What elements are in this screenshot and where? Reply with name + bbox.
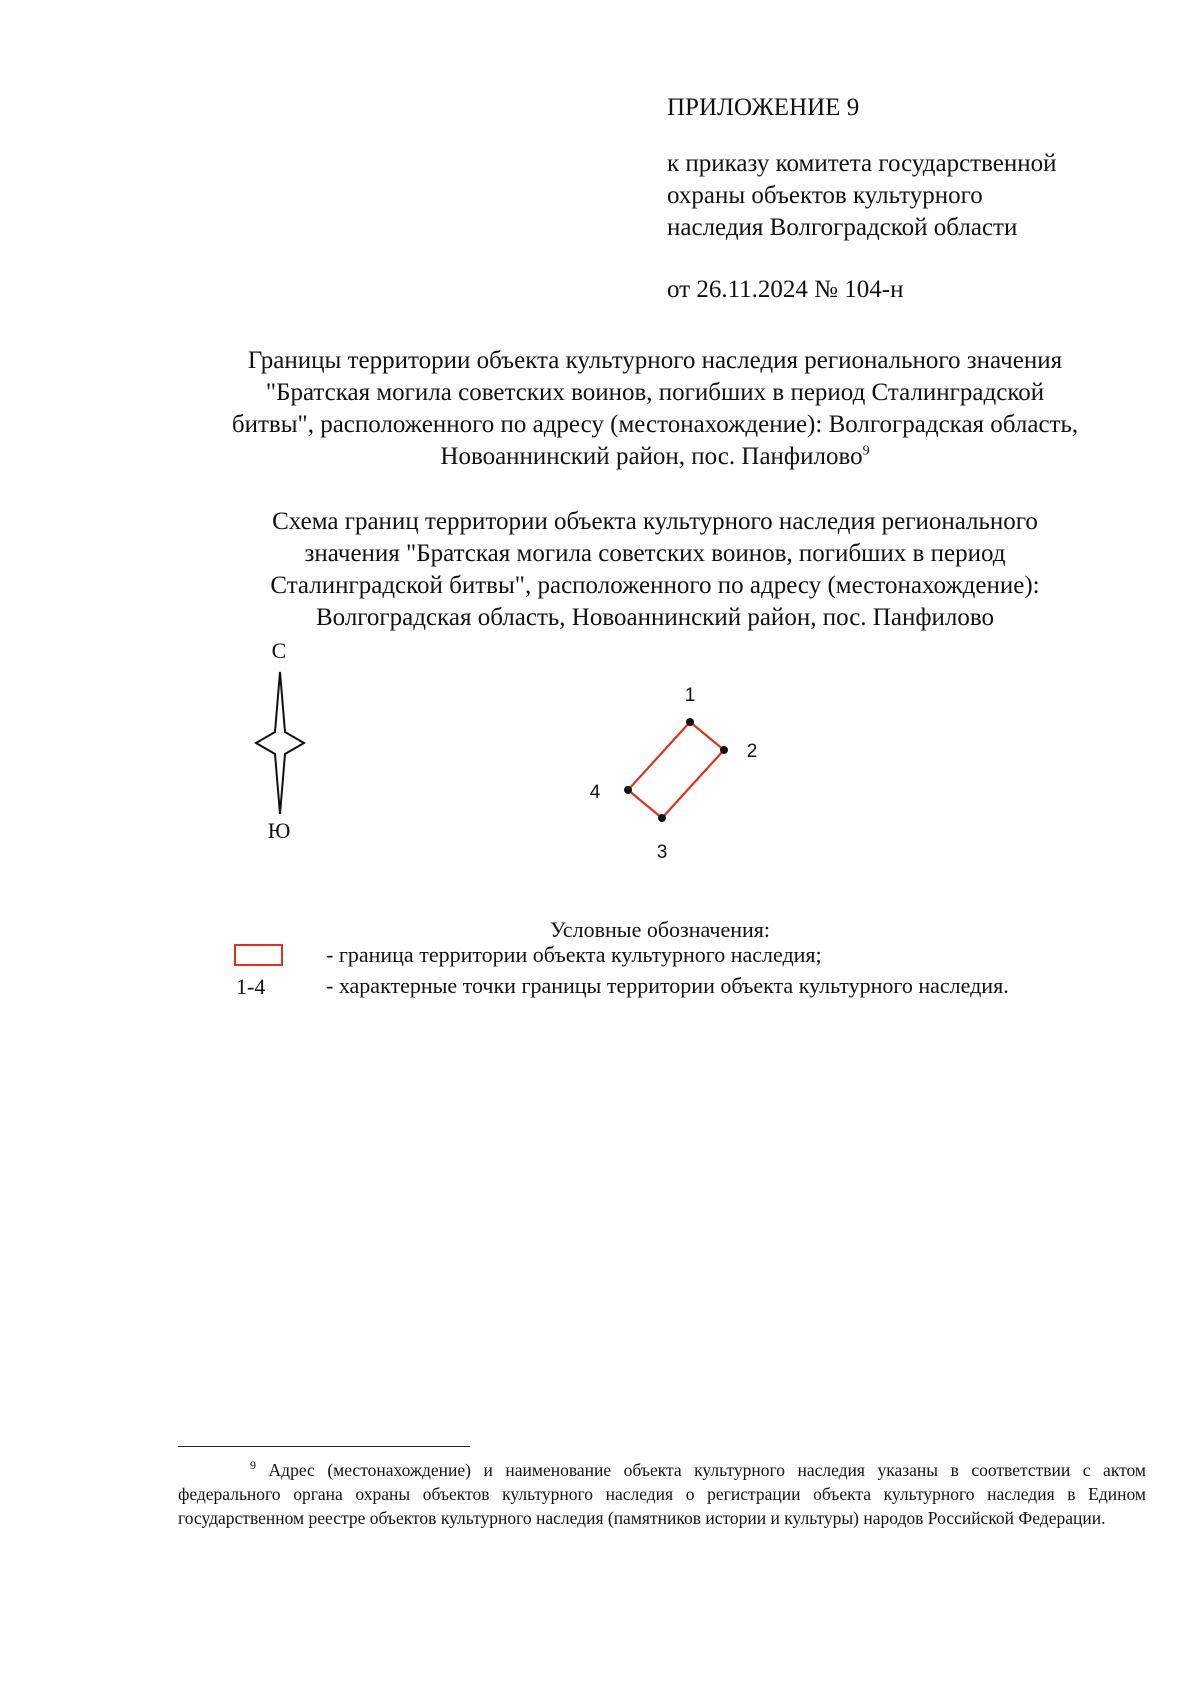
title-line-1: Границы территории объекта культурного наследия регионального значения xyxy=(247,347,1063,374)
order-date: от 26.11.2024 № 104-н xyxy=(667,276,904,303)
document-title xyxy=(160,345,1150,473)
compass-north-label: С xyxy=(271,638,287,663)
appendix-to-line-3: наследия Волгоградской области xyxy=(667,214,1018,241)
legend-points-symbol: 1-4 xyxy=(236,974,266,999)
title-line-4: Новоаннинский район, пос. Панфилово xyxy=(440,443,863,470)
title-line-4-wrap xyxy=(160,441,1150,473)
scheme-title-line-1: Схема границ территории объекта культурного наследия регионального xyxy=(272,508,1038,535)
point-label-4: 4 xyxy=(589,782,601,803)
footnote xyxy=(178,1458,1146,1530)
boundary-polygon xyxy=(628,722,724,818)
appendix-header xyxy=(667,92,1147,306)
title-footnote-mark: 9 xyxy=(862,443,870,459)
boundary-scheme xyxy=(560,660,780,880)
legend-item-points: - характерные точки границы территории объекта культурного наследия. xyxy=(326,973,1009,998)
appendix-to-line-2: охраны объектов культурного xyxy=(667,182,983,209)
appendix-title: ПРИЛОЖЕНИЕ 9 xyxy=(667,94,860,121)
legend-item-boundary: - граница территории объекта культурного наследия; xyxy=(326,942,822,967)
boundary-point-1 xyxy=(686,718,694,726)
title-line-3: битвы", расположенного по адресу (местонахождение): Волгоградская область, xyxy=(231,411,1079,438)
footnote-text: Адрес (местонахождение) и наименование объекта культурного наследия указаны в соответствии с актом федерального органа охраны объектов культурного наследия о регистрации объекта культурного наследия в Едином государственном реестре объектов культурного наследия (памятников истории и культуры) народов Российской Федерации. xyxy=(178,1460,1147,1528)
scheme-title xyxy=(160,506,1150,634)
scheme-title-line-2: значения "Братская могила советских воинов, погибших в период xyxy=(304,540,1006,567)
point-label-2: 2 xyxy=(746,741,758,762)
appendix-to-line-1: к приказу комитета государственной xyxy=(667,150,1057,177)
footnote-mark: 9 xyxy=(250,1458,256,1473)
point-label-3: 3 xyxy=(656,842,668,863)
compass-rose-icon xyxy=(254,670,306,816)
scheme-title-line-3: Сталинградской битвы", расположенного по адресу (местонахождение): xyxy=(270,572,1040,599)
legend-boundary-symbol xyxy=(234,944,283,966)
boundary-point-3 xyxy=(658,814,666,822)
footnote-separator xyxy=(178,1446,470,1447)
boundary-point-2 xyxy=(720,746,728,754)
legend-heading: Условные обозначения: xyxy=(549,917,771,942)
boundary-point-4 xyxy=(624,786,632,794)
scheme-title-line-4: Волгоградская область, Новоаннинский район, пос. Панфилово xyxy=(315,604,995,631)
title-line-2: "Братская могила советских воинов, погибших в период Сталинградской xyxy=(265,379,1045,406)
point-label-1: 1 xyxy=(684,685,696,706)
compass-south-label: Ю xyxy=(267,818,291,843)
